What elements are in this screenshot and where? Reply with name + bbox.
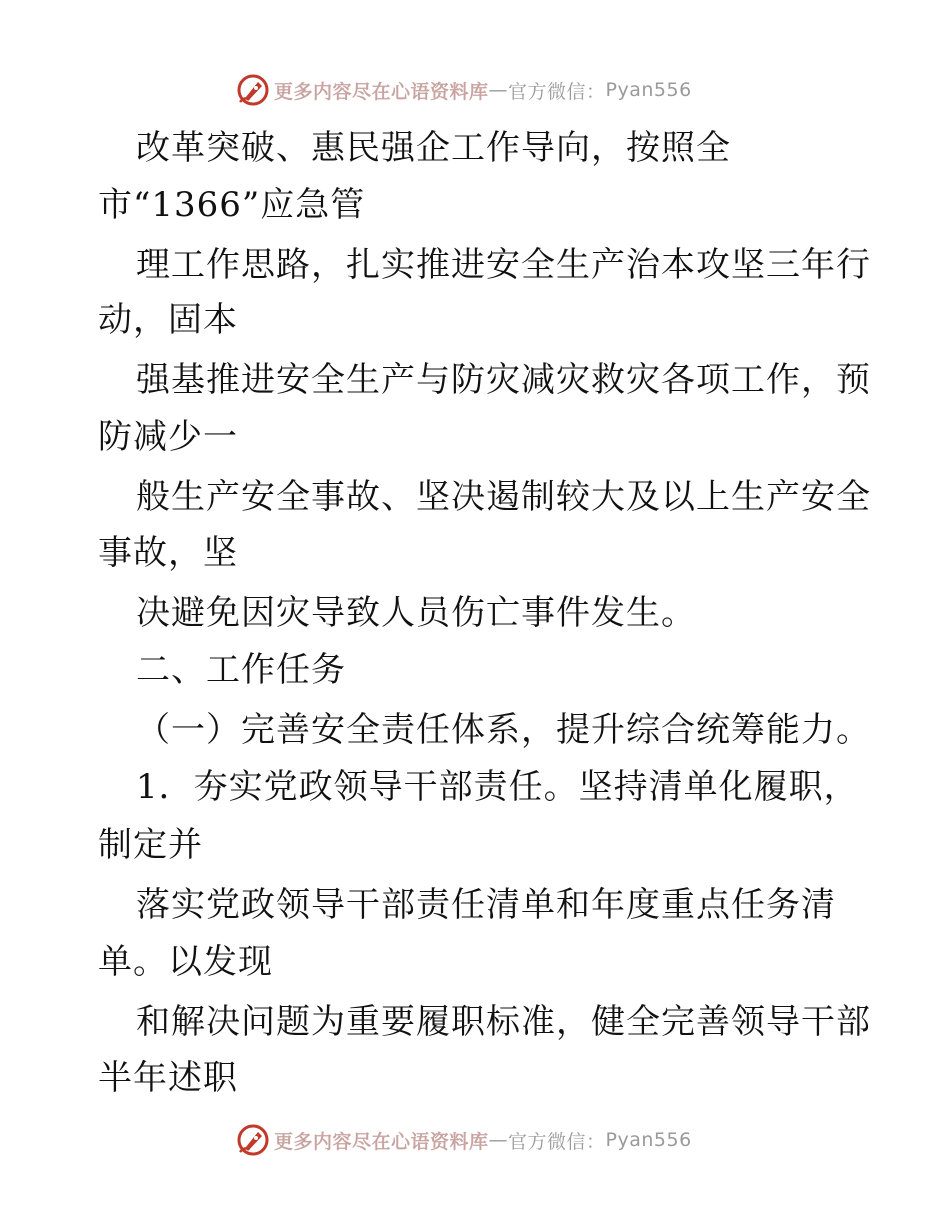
watermark-dash: — <box>488 79 509 101</box>
watermark-main-text: 更多内容尽在心语资料库 <box>274 1130 489 1153</box>
fountain-pen-nib-icon <box>236 1123 270 1157</box>
fountain-pen-nib-icon <box>236 73 270 107</box>
paragraph-line: 动，固本 <box>98 300 238 340</box>
watermark-main-text: 更多内容尽在心语资料库 <box>274 80 489 103</box>
paragraph-line: 防减少一 <box>98 417 238 457</box>
paragraph-line: 决避免因灾导致人员伤亡事件发生。 <box>136 593 696 633</box>
paragraph-line: 制定并 <box>98 825 203 865</box>
paragraph-line: 理工作思路，扎实推进安全生产治本攻坚三年行 <box>136 245 871 285</box>
paragraph-line: 落实党政领导干部责任清单和年度重点任务清 <box>136 885 836 925</box>
paragraph-line: 事故，坚 <box>98 533 238 573</box>
section-heading: 二、工作任务 <box>136 650 346 690</box>
footer-watermark <box>236 1122 692 1158</box>
paragraph-line: 半年述职 <box>98 1058 238 1098</box>
paragraph-line: 改革突破、惠民强企工作导向，按照全 <box>136 128 731 168</box>
paragraph-line: 强基推进安全生产与防灾减灾救灾各项工作，预 <box>136 360 871 400</box>
paragraph-line: 单。以发现 <box>98 942 273 982</box>
paragraph-line: 和解决问题为重要履职标准，健全完善领导干部 <box>136 1002 871 1042</box>
watermark-sub-text: 官方微信： <box>508 80 606 103</box>
header-watermark <box>236 72 692 108</box>
watermark-account: Pyan556 <box>605 1129 692 1151</box>
paragraph-line: 市“1366”应急管 <box>98 185 366 225</box>
subsection-heading: （一）完善安全责任体系，提升综合统筹能力。 <box>136 710 871 750</box>
watermark-sub-text: 官方微信： <box>508 1130 606 1153</box>
watermark-account: Pyan556 <box>605 79 692 101</box>
watermark-dash: — <box>488 1129 509 1151</box>
paragraph-line: 般生产安全事故、坚决遏制较大及以上生产安全 <box>136 477 871 517</box>
paragraph-line: 1．夯实党政领导干部责任。坚持清单化履职， <box>136 767 859 807</box>
